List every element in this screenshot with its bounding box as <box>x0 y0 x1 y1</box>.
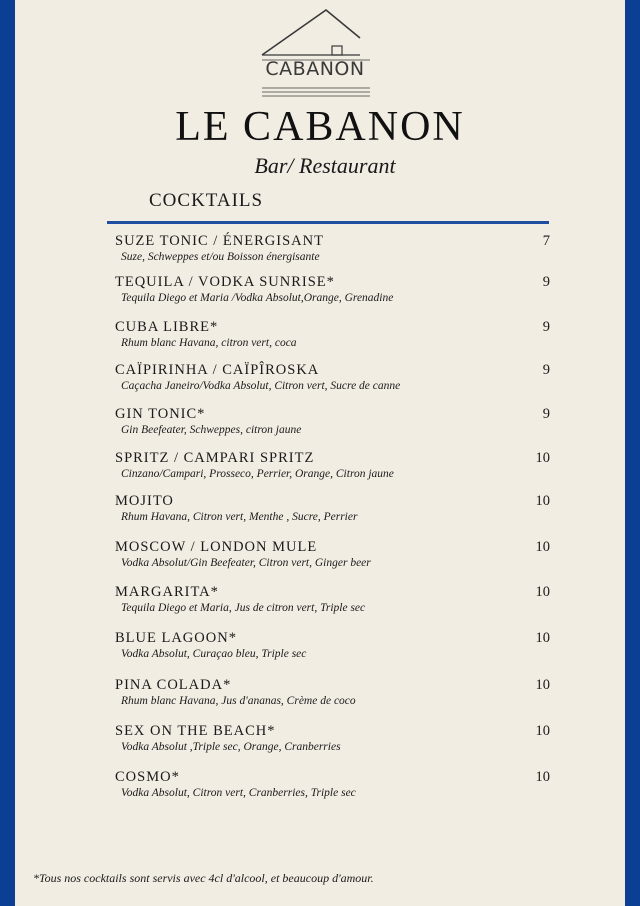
menu-item-name: CUBA LIBRE* <box>115 319 219 335</box>
menu-item-description: Tequila Diego et Maria /Vodka Absolut,Orange, Grenadine <box>121 292 394 304</box>
menu-item-price: 9 <box>542 319 550 335</box>
menu-item-description: Tequila Diego et Maria, Jus de citron vert, Triple sec <box>121 602 366 614</box>
menu-item-description: Rhum blanc Havana, Jus d'ananas, Crème de coco <box>121 695 356 707</box>
menu-item <box>15 723 625 763</box>
menu-item-price: 10 <box>535 677 550 693</box>
section-divider <box>107 221 549 224</box>
menu-item <box>15 362 625 402</box>
menu-item <box>15 274 625 314</box>
menu-item-description: Vodka Absolut ,Triple sec, Orange, Cranberries <box>121 741 341 753</box>
menu-item-price: 9 <box>542 406 550 422</box>
menu-item-description: Suze, Schweppes et/ou Boisson énergisante <box>121 251 320 263</box>
menu-item-price: 10 <box>535 630 550 646</box>
menu-item-name: CAÏPIRINHA / CAÏPÎROSKA <box>115 362 320 378</box>
menu-page <box>15 0 625 906</box>
menu-item-price: 10 <box>535 584 550 600</box>
menu-item-price: 10 <box>535 493 550 509</box>
menu-item <box>15 319 625 359</box>
menu-item-description: Rhum Havana, Citron vert, Menthe , Sucre, Perrier <box>121 511 358 523</box>
menu-item <box>15 493 625 533</box>
menu-item <box>15 233 625 273</box>
menu-item-name: SEX ON THE BEACH* <box>115 723 276 739</box>
menu-item <box>15 584 625 624</box>
restaurant-subtitle: Bar/ Restaurant <box>254 153 396 178</box>
menu-item-description: Vodka Absolut/Gin Beefeater, Citron vert, Ginger beer <box>121 557 371 569</box>
menu-item-description: Gin Beefeater, Schweppes, citron jaune <box>121 424 302 436</box>
menu-item-name: BLUE LAGOON* <box>115 630 237 646</box>
menu-item-name: MOJITO <box>115 493 174 509</box>
menu-item-price: 10 <box>535 723 550 739</box>
menu-item-name: COSMO* <box>115 769 180 785</box>
menu-item-name: MOSCOW / LONDON MULE <box>115 539 318 555</box>
menu-item-description: Vodka Absolut, Curaçao bleu, Triple sec <box>121 648 307 660</box>
menu-item <box>15 769 625 809</box>
menu-item-description: Vodka Absolut, Citron vert, Cranberries, Triple sec <box>121 787 356 799</box>
menu-item-description: Rhum blanc Havana, citron vert, coca <box>121 337 297 349</box>
logo-wordmark: CABANON <box>265 58 365 80</box>
menu-item-description: Cinzano/Campari, Prosseco, Perrier, Orange, Citron jaune <box>121 468 394 480</box>
menu-item-price: 10 <box>535 769 550 785</box>
menu-item-price: 9 <box>542 274 550 290</box>
menu-item <box>15 406 625 446</box>
section-title: COCKTAILS <box>149 190 264 211</box>
menu-item-name: TEQUILA / VODKA SUNRISE* <box>115 274 335 290</box>
restaurant-title: LE CABANON <box>175 104 465 150</box>
menu-item-name: GIN TONIC* <box>115 406 206 422</box>
footnote: *Tous nos cocktails sont servis avec 4cl d'alcool, et beaucoup d'amour. <box>33 871 374 885</box>
menu-item-price: 10 <box>535 539 550 555</box>
menu-item <box>15 630 625 670</box>
menu-item-name: SUZE TONIC / ÉNERGISANT <box>115 233 324 249</box>
menu-item <box>15 677 625 717</box>
menu-item-price: 9 <box>542 362 550 378</box>
menu-item-name: PINA COLADA* <box>115 677 232 693</box>
menu-item-name: SPRITZ / CAMPARI SPRITZ <box>115 450 315 466</box>
menu-item <box>15 539 625 579</box>
menu-item-price: 10 <box>535 450 550 466</box>
cabanon-logo <box>260 8 380 100</box>
cabin-roof-icon <box>260 8 380 100</box>
menu-item-name: MARGARITA* <box>115 584 219 600</box>
menu-item-price: 7 <box>542 233 550 249</box>
menu-item-description: Caçacha Janeiro/Vodka Absolut, Citron vert, Sucre de canne <box>121 380 401 392</box>
menu-item <box>15 450 625 490</box>
